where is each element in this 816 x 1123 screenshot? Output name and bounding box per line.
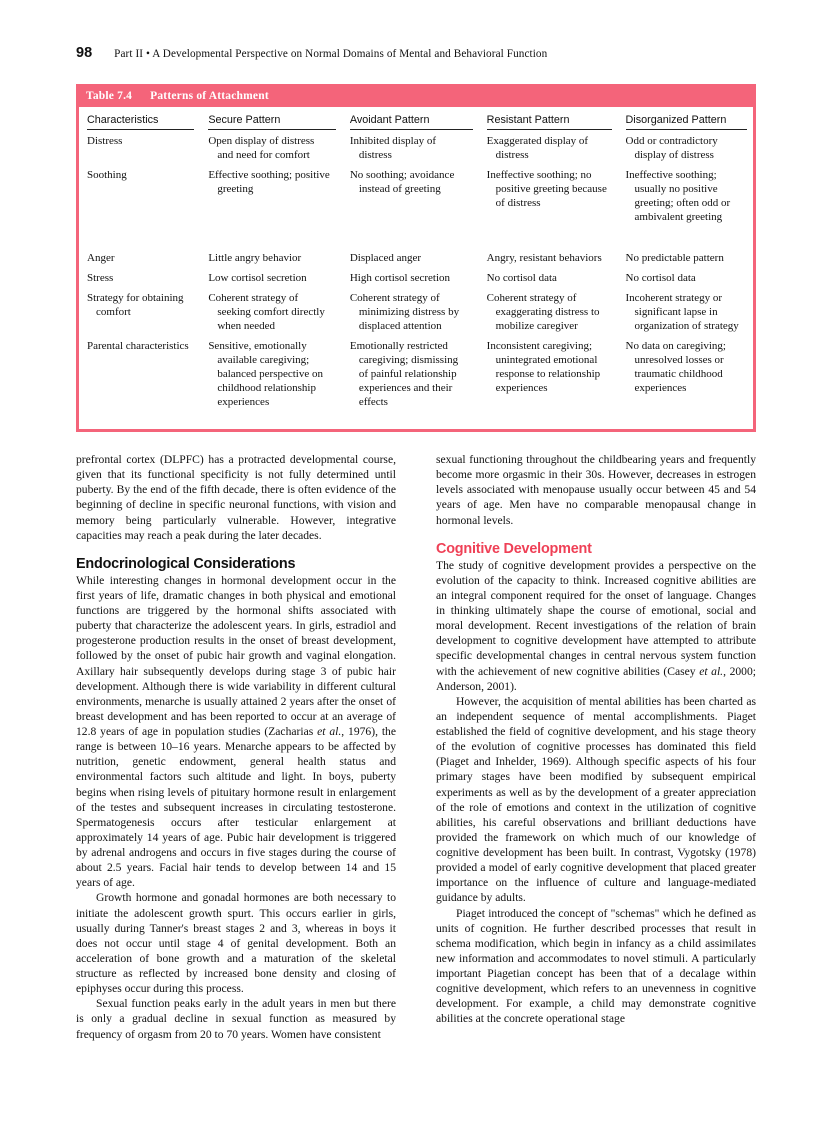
cell-secure: Open display of distress and need for comfort — [208, 135, 315, 161]
cell-disorganized: Odd or contradictory display of distress — [625, 135, 718, 161]
running-head-text: Part II • A Developmental Perspective on Normal Domains of Mental and Behavioral Function — [114, 48, 548, 60]
text-run-a: While interesting changes in hormonal development occur in the first years of life, dramatic changes in both physical and emotional functions are triggered by the hormonal shifts associated with puberty that characterize the adolescent years. In girls, estradiol and progesterone production results in the onset of breast development, followed by the onset of pubic hair growth and vaginal elongation. Axillary hair subsequently develops during stage 3 of pubic hair development. Although there is wide variability in different cultural environments, menarche is usually attained 2 years after the onset of breast development and has been reported to occur at an average of 12.8 years of age in population studies (Zacharias — [76, 573, 396, 738]
cell-secure: Coherent strategy of seeking comfort directly when needed — [208, 291, 325, 332]
text-run-a: The study of cognitive development provides a perspective on the evolution of the capacity to think. Increased cognitive abilities are an integral component required for the onset of language. Changes in thinking ultimately shape the course of emotional, social and moral development. Recent investigations of the relation of brain development to cognitive development have attempted to attribute specific developmental changes in central nervous system function with the achievement of new cognitive abilities (Casey — [436, 558, 756, 678]
cell-avoidant: Inhibited display of distress — [349, 135, 436, 161]
table-row — [79, 289, 753, 337]
cell-secure: Sensitive, emotionally available caregiving; balanced perspective on childhood relationship experiences — [208, 339, 323, 408]
cell-resistant: Inconsistent caregiving; unintegrated emotional response to relationship experiences — [486, 339, 601, 394]
cell-disorganized: Ineffective soothing; usually no positive greeting; often odd or ambivalent greeting — [625, 168, 731, 223]
column-left — [76, 452, 396, 1042]
cell-resistant: Coherent strategy of exaggerating distress to mobilize caregiver — [486, 291, 600, 332]
cell-characteristic: Stress — [87, 271, 114, 284]
table-7-4 — [76, 84, 756, 432]
table-row — [79, 337, 753, 413]
cell-avoidant: Emotionally restricted caregiving; dismissing of painful relationship experiences and their effects — [349, 339, 459, 408]
column-right — [436, 452, 756, 1027]
cell-secure: Effective soothing; positive greeting — [208, 168, 330, 195]
attachment-patterns-table — [79, 107, 753, 429]
text-run-italic: et al. — [317, 725, 342, 738]
column-header-avoidant: Avoidant Pattern — [342, 107, 479, 132]
table-title: Patterns of Attachment — [150, 89, 269, 102]
paragraph-continued-right: sexual functioning throughout the childbearing years and frequently become more orgasmic in their 30s. However, decreases in estrogen levels associated with menopause usually occur between 45 and 54 years of age. Men have no comparable menopausal change in hormonal levels. — [436, 453, 756, 527]
cell-avoidant: Coherent strategy of minimizing distress by displaced attention — [349, 291, 460, 332]
cell-avoidant: No soothing; avoidance instead of greeting — [349, 168, 455, 195]
table-row-tail — [79, 413, 753, 429]
cell-characteristic: Distress — [87, 135, 123, 147]
cell-disorganized: No predictable pattern — [625, 251, 724, 264]
cell-characteristic: Parental characteristics — [87, 339, 189, 352]
paragraph-cognitive-2: However, the acquisition of mental abilities has been charted as an independent sequence of mental accomplishments. Piaget established the field of cognitive development, and his stage theory of the evolution of cognitive processes has dominated this field (Piaget and Inhelder, 1969). Although specific aspects of his four primary stages have been modified by subsequent empirical experiments as well as by the development of a greater appreciation of the role of emotions and context in the utilization of cognitive abilities, his careful observations and brilliant deductions have provided the framework on which much of our knowledge of cognitive development has been built. In contrast, Vygotsky (1978) provided a model of early cognitive development that placed greater importance on the influence of culture and language-mediated guidance by adults. — [436, 694, 756, 905]
table-caption-banner — [76, 84, 756, 107]
table-row-spacer — [79, 235, 753, 249]
cell-resistant: No cortisol data — [486, 271, 557, 284]
column-header-resistant: Resistant Pattern — [479, 107, 618, 132]
paragraph-endocrine-2: Growth hormone and gonadal hormones are both necessary to initiate the adolescent growth spurt. This occurs earlier in girls, usually during Tanner's breast stages 2 and 3, whereas in boys it does not occur until stage 4 of genital development. Both an acceleration of bone growth and a maturation of the skeletal structure as reflected by increased bone density and closing of epiphyses occur during this process. — [76, 891, 396, 996]
cell-resistant: Exaggerated display of distress — [486, 135, 589, 161]
page-number: 98 — [76, 45, 93, 61]
cell-characteristic: Soothing — [87, 168, 127, 181]
paragraph-endocrine-3: Sexual function peaks early in the adult years in men but there is only a gradual decline in sexual function as measured by frequency of orgasm from 20 to 70 years. Women have consistent — [76, 997, 396, 1041]
column-header-secure: Secure Pattern — [200, 107, 342, 132]
table-row — [79, 132, 753, 166]
table-row — [79, 249, 753, 269]
body-columns — [76, 452, 756, 1082]
table-row — [79, 166, 753, 235]
text-run-italic: et al. — [699, 664, 724, 678]
running-head — [76, 45, 756, 61]
column-header-characteristics: Characteristics — [79, 107, 200, 132]
cell-resistant: Angry, resistant behaviors — [486, 251, 602, 264]
table-row — [79, 269, 753, 289]
cell-secure: Low cortisol secretion — [208, 271, 307, 284]
heading-endocrinological-considerations: Endocrinological Considerations — [76, 555, 296, 572]
cell-disorganized: Incoherent strategy or significant lapse in organization of strategy — [625, 291, 739, 332]
paragraph-cognitive-3: Piaget introduced the concept of "schemas" which he defined as units of cognition. He further described processes that result in schema modification, which begin in infancy as a child assimilates new information and accommodates to novel stimuli. A particularly important Piagetian concept has been that of a decalage within cognitive development, which refers to an unevenness in cognitive development. For example, a child may demonstrate cognitive abilities at the concrete operational stage — [436, 906, 756, 1026]
paragraph-endocrine-1 — [76, 573, 396, 891]
cell-avoidant: High cortisol secretion — [349, 271, 451, 284]
cell-resistant: Ineffective soothing; no positive greeting because of distress — [486, 168, 607, 209]
column-header-disorganized: Disorganized Pattern — [618, 107, 754, 132]
table-header-row — [79, 107, 753, 132]
paragraph-cognitive-1 — [436, 558, 756, 694]
cell-secure: Little angry behavior — [208, 251, 302, 264]
table-number: Table 7.4 — [86, 89, 133, 102]
paragraph-continued-left: prefrontal cortex (DLPFC) has a protracted developmental course, given that its functional specificity is not fully determined until puberty. By the end of the fifth decade, there is often evidence of the beginning of decline in specific neuronal functions, with vision and memory being particularly vulnerable. However, integrative capacities may reach a peak during the later decades. — [76, 453, 396, 542]
cell-disorganized: No data on caregiving; unresolved losses or traumatic childhood experiences — [625, 339, 726, 394]
text-run-c: , 2000; Anderson, 2001). — [436, 664, 756, 693]
text-run-c: , 1976), the range is between 10–16 years. Menarche appears to be affected by nutrition, genetic endowment, general health status and environmental factors such altitude and light. In boys, puberty begins when rising levels of pituitary hormone result in enlargement of the testes and subsequent increases in circulating testosterone. Spermatogenesis occurs after testicular enlargement at approximately 14 years of age. Pubic hair development is triggered by adrenal androgens and occurs in five stages during the course of about 2.5 years. Facial hair tends to develop between 14 and 15 years of age. — [76, 725, 396, 890]
cell-disorganized: No cortisol data — [625, 271, 696, 284]
cell-avoidant: Displaced anger — [349, 251, 422, 264]
heading-cognitive-development: Cognitive Development — [436, 540, 592, 557]
cell-characteristic: Anger — [87, 251, 115, 264]
cell-characteristic: Strategy for obtaining comfort — [87, 291, 184, 318]
